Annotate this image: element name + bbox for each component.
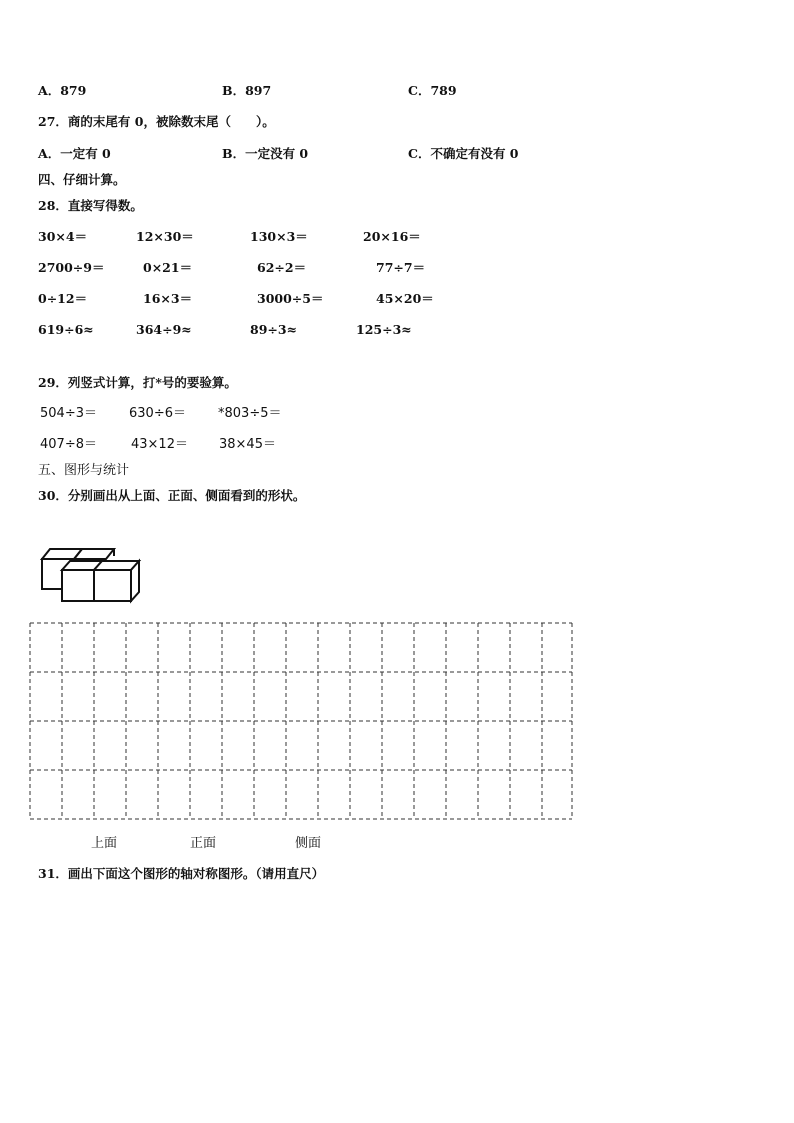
drawing-grid	[28, 620, 576, 824]
q27-option-b: B．一定没有 0	[222, 146, 309, 161]
q29-item: 43×12＝	[131, 437, 188, 452]
q29-item: 407÷8＝	[40, 437, 97, 452]
q28-item: 130×3＝	[250, 229, 308, 244]
q28-item: 77÷7＝	[376, 260, 426, 275]
cube-figure	[38, 548, 144, 604]
q26-option-a: A．879	[38, 83, 87, 98]
q28-item: 12×30＝	[136, 229, 194, 244]
q28-item: 45×20＝	[376, 291, 434, 306]
section-4-title: 四、仔细计算。	[38, 172, 126, 187]
q28-item: 62÷2＝	[257, 260, 307, 275]
q28-item: 3000÷5＝	[257, 291, 324, 306]
q28-item: 89÷3≈	[250, 322, 298, 337]
q29-item: 504÷3＝	[40, 406, 97, 421]
q28-item: 16×3＝	[143, 291, 193, 306]
section-5-title: 五、图形与统计	[38, 463, 130, 478]
q26-option-b: B．897	[222, 83, 272, 98]
label-side-view: 侧面	[295, 836, 322, 851]
q28-item: 30×4＝	[38, 229, 88, 244]
q29-item: 38×45＝	[219, 437, 276, 452]
q31-question: 31．画出下面这个图形的轴对称图形。（请用直尺）	[38, 866, 325, 881]
q28-item: 619÷6≈	[38, 322, 94, 337]
label-front-view: 正面	[190, 836, 217, 851]
q28-item: 364÷9≈	[136, 322, 192, 337]
q27-question: 27．商的末尾有 0，被除数末尾（ ）。	[38, 114, 275, 129]
q27-option-a: A．一定有 0	[38, 146, 111, 161]
q28-item: 0×21＝	[143, 260, 193, 275]
q26-option-c: C．789	[408, 83, 457, 98]
q28-item: 0÷12＝	[38, 291, 88, 306]
q27-option-c: C．不确定有没有 0	[408, 146, 519, 161]
q28-item: 20×16＝	[363, 229, 421, 244]
q30-question: 30．分别画出从上面、正面、侧面看到的形状。	[38, 488, 306, 503]
q29-question: 29．列竖式计算，打*号的要验算。	[38, 375, 237, 390]
q29-item: *803÷5＝	[218, 406, 282, 421]
q29-item: 630÷6＝	[129, 406, 186, 421]
q28-question: 28．直接写得数。	[38, 198, 143, 213]
q28-item: 125÷3≈	[356, 322, 412, 337]
q28-item: 2700÷9＝	[38, 260, 105, 275]
label-top-view: 上面	[91, 836, 118, 851]
